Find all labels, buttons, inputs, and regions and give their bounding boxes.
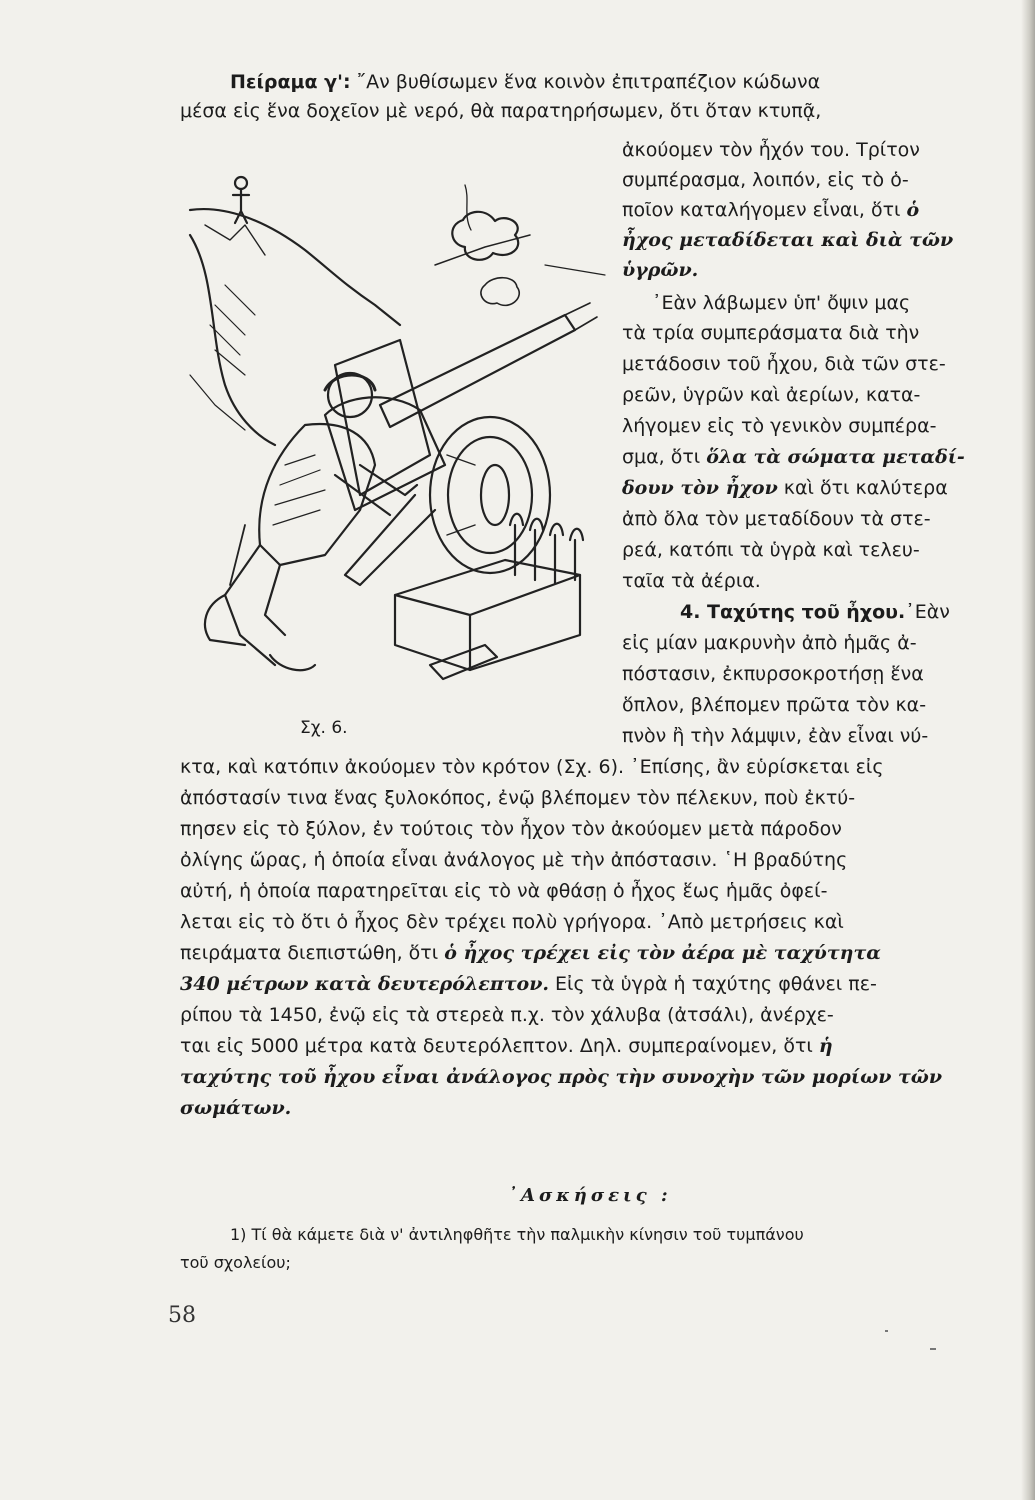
text-segment: ᾿Εὰν [905, 601, 950, 623]
text-segment: κτα, καὶ κατόπιν ἀκούομεν τὸν κρότον (Σχ. 6). ᾿Επίσης, ἂν εὑρίσκεται εἰς [180, 756, 884, 778]
text-line [230, 1222, 804, 1246]
text-line [180, 910, 844, 934]
text-segment: καὶ ὅτι καλύτερα [777, 477, 948, 499]
text-segment: ὅλα τὰ σώματα μεταδί- [706, 446, 965, 468]
text-segment: ἦχος μεταδίδεται καὶ διὰ τῶν [622, 229, 954, 251]
text-line [622, 476, 948, 500]
text-segment: ρεά, κατόπι τὰ ὑγρὰ καὶ τελευ- [622, 539, 920, 561]
text-line [622, 321, 919, 345]
text-line [622, 631, 917, 655]
text-segment: ἀκούομεν τὸν ἦχόν του. Τρίτον [622, 139, 920, 161]
text-line [622, 228, 953, 252]
text-segment: ὀλίγης ὥρας, ἡ ὁποία εἶναι ἀνάλογος μὲ τὴν ἀπόστασιν. ῾Η βραδύτης [180, 849, 848, 871]
text-line [622, 168, 909, 192]
text-line [180, 972, 877, 996]
text-line [180, 755, 884, 779]
text-segment: 4. Ταχύτης τοῦ ἦχου. [680, 601, 906, 623]
text-line [180, 1034, 833, 1058]
text-line [680, 600, 950, 624]
text-segment: μέσα εἰς ἕνα δοχεῖον μὲ νερό, θὰ παρατηρήσωμεν, ὅτι ὅταν κτυπᾷ, [180, 100, 822, 122]
text-segment: ρίπου τὰ 1450, ἐνῷ εἰς τὰ στερεὰ π.χ. τὸν χάλυβα (ἀτσάλι), ἀνέρχε- [180, 1004, 834, 1026]
figure-caption: Σχ. 6. [300, 718, 348, 738]
text-segment: ταχύτης τοῦ ἦχου εἶναι ἀνάλογος πρὸς τὴν συνοχὴν τῶν μορίων τῶν [180, 1066, 943, 1088]
text-segment: τὰ τρία συμπεράσματα διὰ τὴν [622, 322, 920, 344]
text-line [180, 848, 847, 872]
exercises-heading: ᾿Ασκήσεις : [508, 1185, 672, 1206]
text-line [180, 1003, 834, 1027]
text-segment: τοῦ σχολείου; [180, 1253, 291, 1272]
text-line [180, 817, 842, 841]
text-segment: αὐτή, ἡ ὁποία παρατηρεῖται εἰς τὸ νὰ φθάσῃ ὁ ἦχος ἕως ἡμᾶς ὀφεί- [180, 880, 828, 902]
text-line [180, 99, 821, 123]
text-segment: λήγομεν εἰς τὸ γενικὸν συμπέρα- [622, 415, 937, 437]
text-segment: συμπέρασμα, λοιπόν, εἰς τὸ ὁ- [622, 169, 909, 191]
text-line [622, 724, 928, 748]
text-line [622, 538, 920, 562]
text-segment: ὁ ἦχος τρέχει εἰς τὸν ἀέρα μὲ ταχύτητα [444, 942, 881, 964]
text-segment: ρεῶν, ὑγρῶν καὶ ἀερίων, κατα- [622, 384, 921, 406]
text-line [622, 352, 946, 376]
text-segment: ται εἰς 5000 μέτρα κατὰ δευτερόλεπτον. Δηλ. συμπεραίνομεν, ὅτι [180, 1035, 819, 1057]
text-segment: ἡ [818, 1035, 833, 1057]
text-segment: ἀπόστασίν τινα ἕνας ξυλοκόπος, ἐνῷ βλέπομεν τὸν πέλεκυν, ποὺ ἐκτύ- [180, 787, 856, 809]
print-speck [930, 1348, 936, 1350]
text-segment: Πείραμα γ': [230, 71, 351, 93]
print-speck [885, 1330, 888, 1332]
text-segment: ᾿Εὰν λάβωμεν ὑπ' ὄψιν μας [652, 292, 911, 314]
text-segment: ταῖα τὰ ἀέρια. [622, 570, 761, 592]
text-line [652, 291, 910, 315]
text-segment: ἀπὸ ὅλα τὸν μεταδίδουν τὰ στε- [622, 508, 931, 530]
text-line [622, 383, 920, 407]
text-segment: 340 μέτρων κατὰ δευτερόλεπτον. [180, 973, 550, 995]
text-line [622, 198, 919, 222]
text-line [622, 414, 936, 438]
text-segment: Εἰς τὰ ὑγρὰ ἡ ταχύτης φθάνει πε- [549, 973, 877, 995]
text-segment: δουν τὸν ἦχον [622, 477, 778, 499]
text-segment: σμα, ὅτι [622, 446, 707, 468]
text-line [180, 941, 881, 965]
text-segment: ὑγρῶν. [622, 259, 699, 281]
text-line [622, 445, 965, 469]
text-line [622, 507, 931, 531]
text-segment: λεται εἰς τὸ ὅτι ὁ ἦχος δὲν τρέχει πολὺ γρήγορα. ᾿Απὸ μετρήσεις καὶ [180, 911, 844, 933]
text-line [230, 70, 820, 94]
text-line [180, 879, 827, 903]
text-segment: σωμάτων. [180, 1097, 292, 1119]
text-line [622, 693, 926, 717]
text-segment: πνὸν ἢ τὴν λάμψιν, ἐὰν εἶναι νύ- [622, 725, 929, 747]
text-segment: εἰς μίαν μακρυνὴν ἀπὸ ἡμᾶς ἀ- [622, 632, 917, 654]
page-edge-shadow [1021, 0, 1035, 1500]
text-segment: μετάδοσιν τοῦ ἦχου, διὰ τῶν στε- [622, 353, 946, 375]
text-segment: ὁ [906, 199, 920, 221]
text-line [180, 1096, 291, 1120]
text-line [180, 1065, 942, 1089]
text-segment: πειράματα διεπιστώθη, ὅτι [180, 942, 445, 964]
text-line [622, 138, 920, 162]
text-line [622, 569, 761, 593]
text-segment: 1) Τί θὰ κάμετε διὰ ν' ἀντιληφθῆτε τὴν παλμικὴν κίνησιν τοῦ τυμπάνου [230, 1225, 804, 1244]
text-segment: ῎Αν βυθίσωμεν ἕνα κοινὸν ἐπιτραπέζιον κώδωνα [350, 71, 821, 93]
text-segment: ποῖον καταλήγομεν εἶναι, ὅτι [622, 199, 907, 221]
text-line [622, 662, 924, 686]
text-line [180, 786, 855, 810]
page-number: 58 [168, 1303, 196, 1328]
text-segment: ὅπλον, βλέπομεν πρῶτα τὸν κα- [622, 694, 927, 716]
text-segment: πόστασιν, ἐκπυρσοκροτήσῃ ἕνα [622, 663, 924, 685]
text-line [622, 258, 698, 282]
text-line [180, 1250, 291, 1274]
figure-artillery-illustration [185, 165, 615, 705]
text-segment: πησεν εἰς τὸ ξύλον, ἐν τούτοις τὸν ἦχον τὸν ἀκούομεν μετὰ πάροδον [180, 818, 842, 840]
